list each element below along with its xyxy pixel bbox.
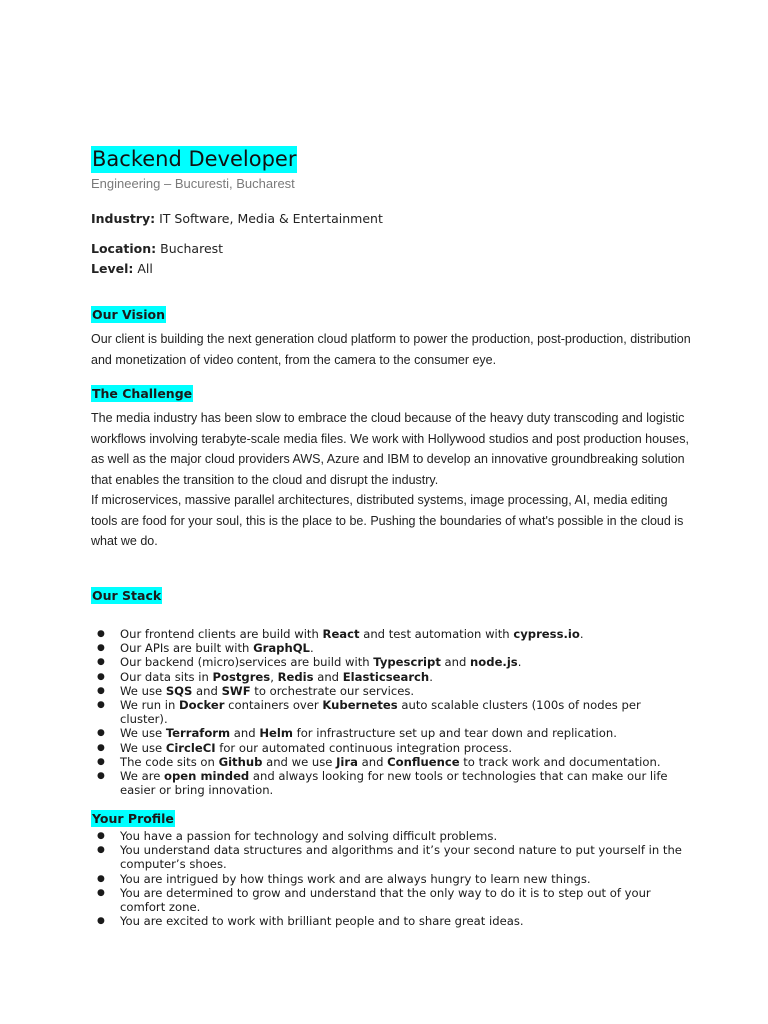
bullet-icon: ●	[97, 629, 105, 639]
stack-technology: GraphQL	[253, 641, 310, 656]
stack-text: and always looking for new tools or technologies that can make our life easier or bring innovation.	[120, 769, 668, 798]
stack-text: and	[357, 754, 388, 769]
stack-text: and test automation with	[359, 627, 514, 641]
stack-technology: Helm	[259, 726, 293, 741]
stack-technology: node.js	[470, 655, 518, 670]
stack-technology: Confluence	[387, 754, 460, 769]
stack-text: and	[440, 655, 471, 670]
stack-list-item	[91, 741, 682, 755]
stack-text: We are	[120, 769, 165, 784]
challenge-heading: The Challenge	[92, 386, 193, 401]
profile-text: You are determined to grow and understand that the only way to do it is to step out of your comfort zone.	[120, 885, 651, 915]
stack-list	[91, 627, 691, 797]
stack-list-item	[91, 698, 682, 726]
stack-text: containers over	[224, 698, 323, 713]
stack-text: and	[313, 669, 343, 684]
stack-technology: Elasticsearch	[342, 669, 430, 684]
level-value: All	[133, 261, 153, 276]
bullet-icon: ●	[97, 657, 105, 668]
stack-technology: SWF	[221, 683, 251, 698]
stack-text: The code sits on	[120, 754, 219, 769]
stack-technology: Postgres	[212, 669, 271, 684]
profile-list-item	[91, 843, 682, 871]
bullet-icon: ●	[97, 685, 105, 696]
stack-text: Our data sits in	[120, 669, 213, 684]
stack-technology: Kubernetes	[322, 698, 398, 713]
bullet-icon: ●	[97, 771, 105, 782]
stack-technology: React	[322, 627, 360, 641]
profile-heading: Your Profile	[92, 811, 174, 826]
stack-list-item	[91, 655, 682, 669]
profile-list-item	[91, 886, 682, 914]
stack-technology: Terraform	[165, 726, 231, 741]
stack-text: We use	[120, 683, 166, 698]
vision-heading: Our Vision	[92, 307, 165, 322]
profile-text: You are intrigued by how things work and are always hungry to learn new things.	[120, 871, 591, 886]
bullet-icon: ●	[97, 887, 105, 898]
stack-list-item	[91, 627, 682, 641]
stack-text: and we use	[262, 754, 337, 769]
stack-list-item	[91, 670, 682, 684]
bullet-icon: ●	[97, 671, 105, 682]
bullet-icon: ●	[97, 916, 105, 927]
industry-label: Industry:	[91, 211, 156, 226]
profile-list-item	[91, 829, 682, 843]
bullet-icon: ●	[97, 831, 105, 841]
stack-list-item	[91, 684, 682, 698]
stack-technology: open minded	[164, 769, 250, 784]
stack-text: for our automated continuous integration process.	[215, 740, 513, 755]
stack-text: Our backend (micro)services are build with	[120, 655, 374, 670]
stack-list-item	[91, 769, 682, 797]
bullet-icon: ●	[97, 756, 105, 767]
stack-text: We use	[120, 726, 166, 741]
challenge-paragraph-2: If microservices, massive parallel architectures, distributed systems, image processing, AI, media editing tools are food for your soul, this is the place to be. Pushing the boundaries of what's possible in the cloud is what we do.	[91, 493, 684, 548]
bullet-icon: ●	[97, 643, 105, 654]
job-subtitle: Engineering – Bucuresti, Bucharest	[91, 176, 295, 191]
profile-text: You understand data structures and algorithms and it’s your second nature to put yourself in the computer’s shoes.	[120, 843, 682, 872]
profile-list-item	[91, 872, 682, 886]
profile-text: You have a passion for technology and solving difficult problems.	[120, 829, 498, 843]
stack-technology: CircleCI	[165, 740, 216, 755]
challenge-text	[91, 408, 691, 552]
location-value: Bucharest	[156, 241, 224, 256]
profile-list	[91, 829, 691, 928]
stack-text: and	[230, 726, 260, 741]
stack-technology: Redis	[277, 669, 314, 684]
profile-list-item	[91, 914, 682, 928]
stack-technology: Typescript	[373, 655, 441, 670]
profile-text: You are excited to work with brilliant people and to share great ideas.	[120, 914, 524, 929]
bullet-icon: ●	[97, 873, 105, 884]
stack-text: auto scalable clusters (100s of nodes per cluster).	[120, 698, 641, 727]
job-title: Backend Developer	[92, 147, 297, 171]
stack-text: We run in	[120, 698, 180, 713]
challenge-paragraph-1: The media industry has been slow to embrace the cloud because of the heavy duty transcoding and logistic workflows involving terabyte-scale media files. We work with Hollywood studios and post production houses, as well as the major cloud providers AWS, Azure and IBM to develop an innovative groundbreaking solution that enables the transition to the cloud and disrupt the industry.	[91, 411, 689, 487]
stack-text: to orchestrate our services.	[250, 683, 415, 698]
stack-technology: Jira	[336, 754, 358, 769]
stack-list-item	[91, 755, 682, 769]
bullet-icon: ●	[97, 728, 105, 739]
bullet-icon: ●	[97, 700, 105, 711]
stack-text: and	[192, 683, 222, 698]
stack-text: We use	[120, 740, 166, 755]
level-label: Level:	[91, 261, 134, 276]
level-line	[91, 261, 153, 276]
stack-list-item	[91, 641, 682, 655]
stack-text: ,	[270, 669, 278, 684]
stack-technology: Github	[218, 754, 263, 769]
stack-heading: Our Stack	[92, 588, 162, 603]
stack-list-item	[91, 726, 682, 740]
stack-text: to track work and documentation.	[459, 754, 661, 769]
bullet-icon: ●	[97, 742, 105, 753]
bullet-icon: ●	[97, 845, 105, 856]
stack-text: for infrastructure set up and tear down and replication.	[292, 726, 617, 741]
industry-value: IT Software, Media & Entertainment	[155, 211, 383, 226]
stack-text: .	[429, 669, 433, 684]
stack-text: Our APIs are built with	[120, 641, 254, 656]
location-line	[91, 241, 223, 256]
industry-line	[91, 211, 383, 226]
stack-text: Our frontend clients are build with	[120, 627, 323, 641]
stack-text: .	[579, 627, 584, 641]
stack-technology: SQS	[165, 683, 193, 698]
stack-text: .	[309, 641, 314, 656]
location-label: Location:	[91, 241, 157, 256]
stack-technology: cypress.io	[513, 627, 580, 641]
vision-text: Our client is building the next generation cloud platform to power the production, post-production, distribution and monetization of video content, from the camera to the consumer eye.	[91, 332, 691, 367]
stack-text: .	[517, 655, 522, 670]
stack-technology: Docker	[179, 698, 225, 713]
